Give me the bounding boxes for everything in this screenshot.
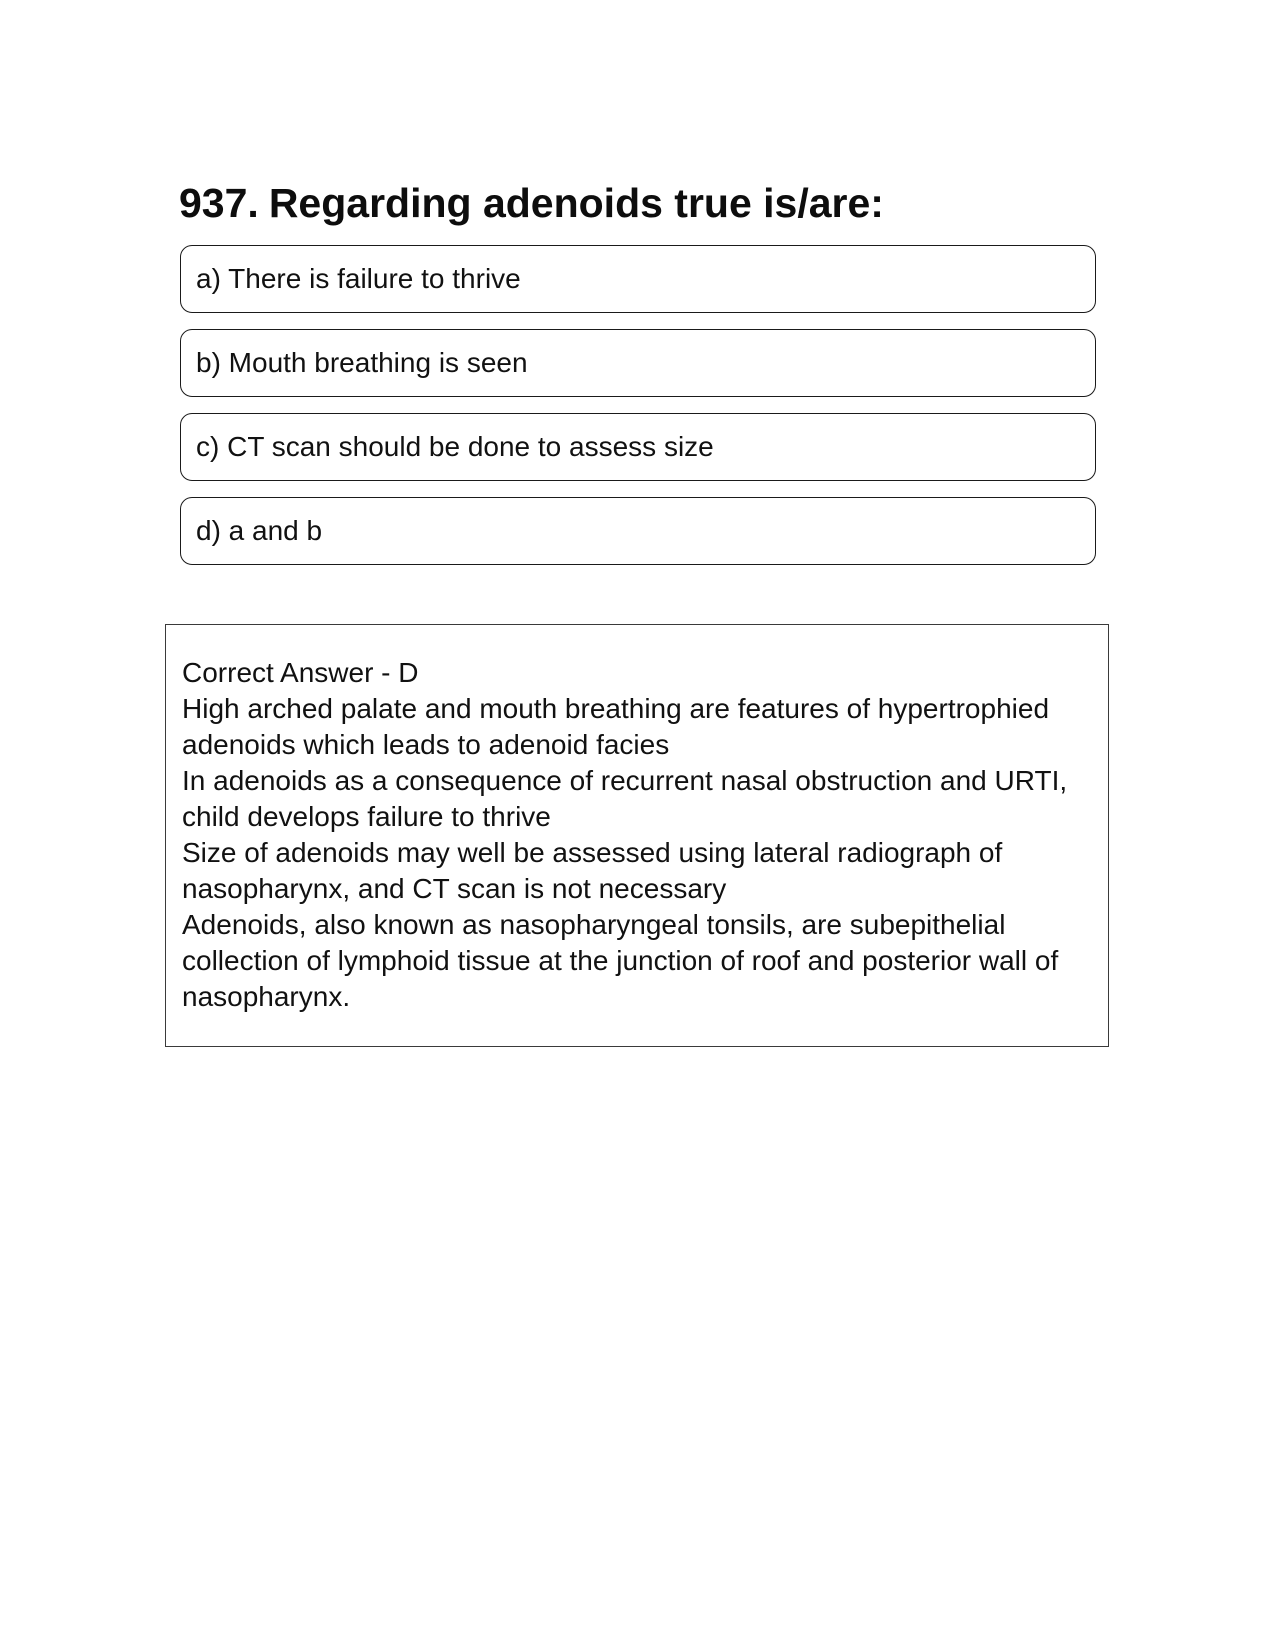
answer-explanation-box xyxy=(165,624,1109,1047)
question-title xyxy=(179,176,884,230)
option-c[interactable]: c) CT scan should be done to assess size xyxy=(180,413,1096,481)
explanation-line-4: Adenoids, also known as nasopharyngeal tonsils, are subepithelial collection of lymphoid tissue at the junction of roof and posterior wall of nasopharynx. xyxy=(182,909,1059,1012)
explanation-line-1: High arched palate and mouth breathing are features of hypertrophied adenoids which leads to adenoid facies xyxy=(182,693,1050,760)
option-a[interactable]: a) There is failure to thrive xyxy=(180,245,1096,313)
explanation-line-2: In adenoids as a consequence of recurrent nasal obstruction and URTI, child develops failure to thrive xyxy=(182,765,1068,832)
question-number: 937. xyxy=(179,180,259,226)
option-d[interactable]: d) a and b xyxy=(180,497,1096,565)
options-list xyxy=(180,245,1096,581)
explanation-line-3: Size of adenoids may well be assessed using lateral radiograph of nasopharynx, and CT scan is not necessary xyxy=(182,837,1003,904)
option-b[interactable]: b) Mouth breathing is seen xyxy=(180,329,1096,397)
correct-answer-label: Correct Answer - D xyxy=(182,657,419,688)
question-text: Regarding adenoids true is/are: xyxy=(268,180,884,226)
